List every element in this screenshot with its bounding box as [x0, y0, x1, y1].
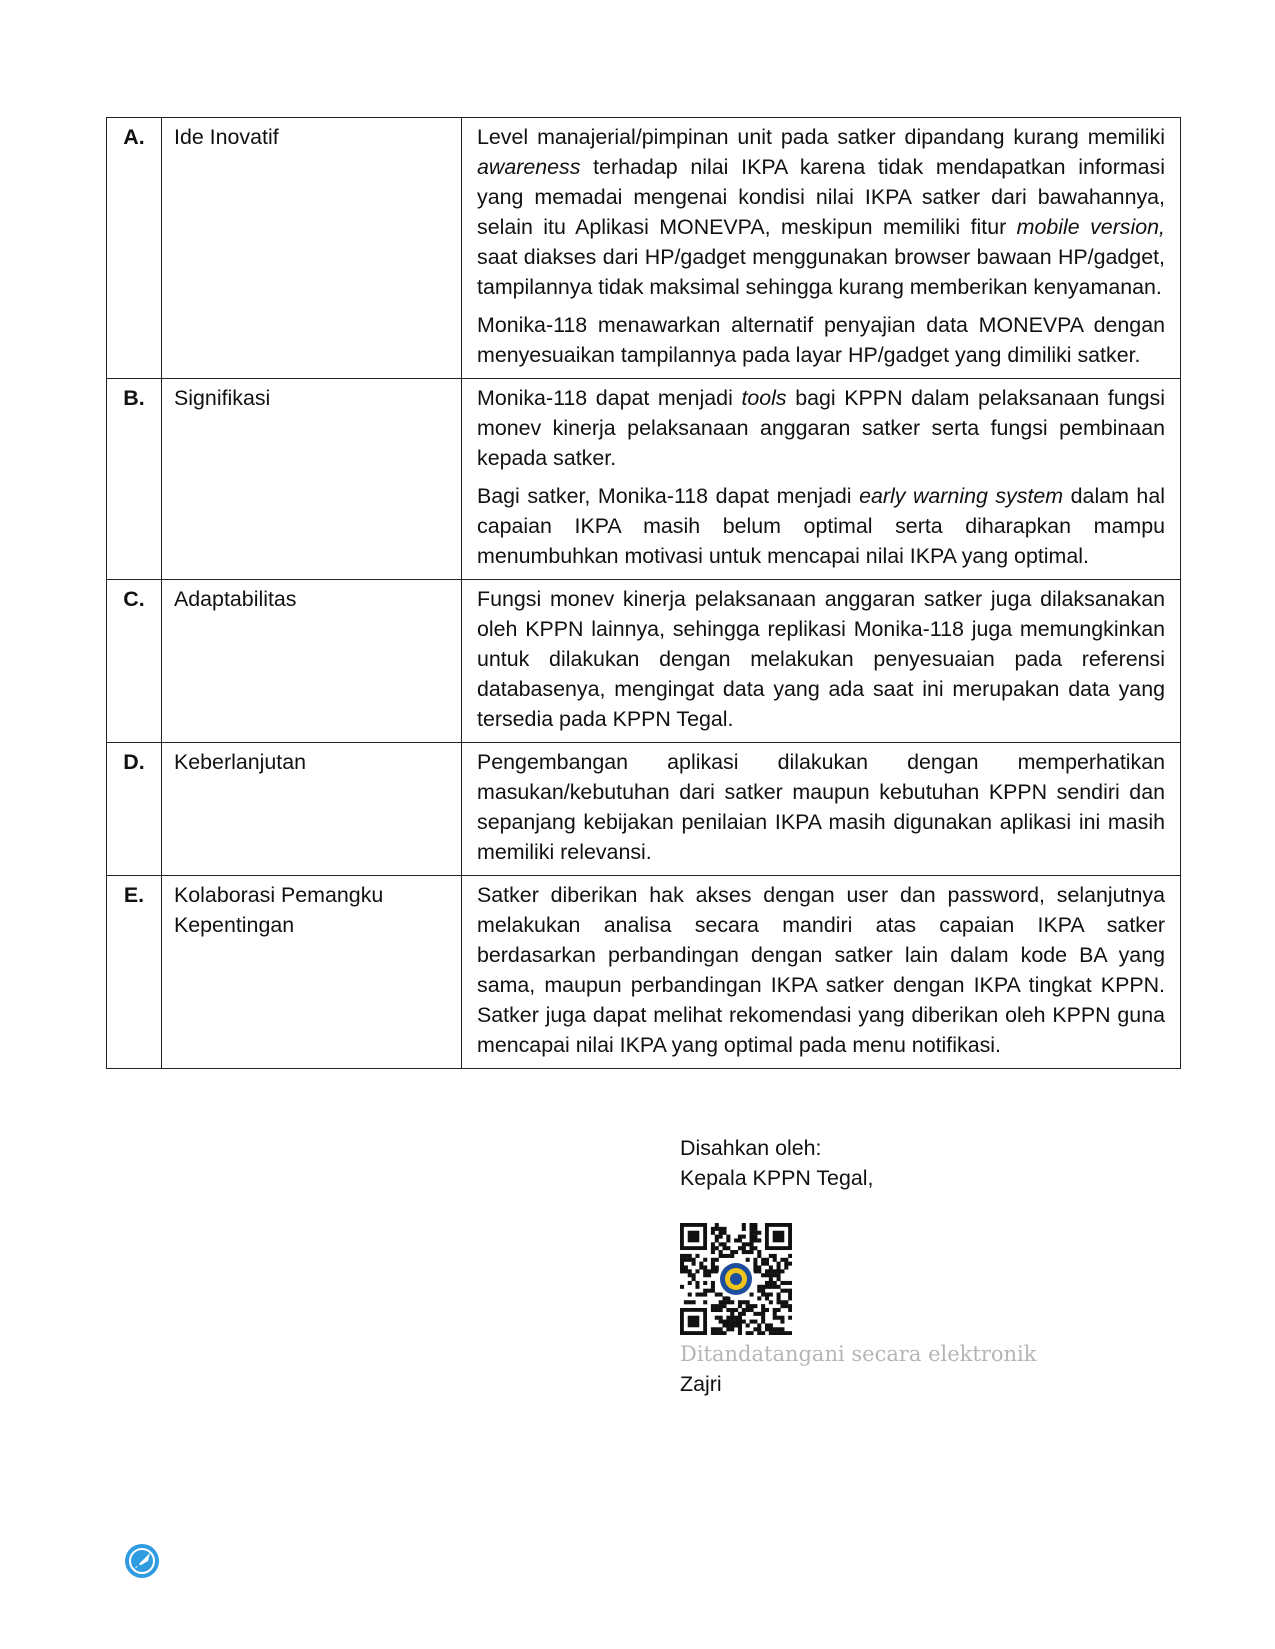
qr-code-icon — [680, 1223, 792, 1335]
text-segment: Monika-118 dapat menjadi — [477, 386, 742, 410]
text-segment: Pengembangan aplikasi dilakukan dengan memperhatikan masukan/kebutuhan dari satker maupun kebutuhan KPPN sendiri dan sepanjang kebijakan penilaian IKPA masih digunakan aplikasi ini masih memiliki relevansi. — [477, 750, 1165, 864]
row-letter: A. — [107, 118, 162, 379]
criterion-label: Adaptabilitas — [162, 580, 462, 743]
row-letter: E. — [107, 876, 162, 1069]
text-segment: Monika-118 menawarkan alternatif penyajian data MONEVPA dengan menyesuaikan tampilannya pada layar HP/gadget yang dimiliki satker. — [477, 313, 1165, 367]
description-paragraph — [477, 481, 1165, 571]
text-segment: saat diakses dari HP/gadget menggunakan browser bawaan HP/gadget, tampilannya tidak maksimal sehingga kurang memberikan kenyamanan. — [477, 245, 1165, 299]
criterion-label: Ide Inovatif — [162, 118, 462, 379]
criterion-description — [462, 379, 1181, 580]
row-letter: C. — [107, 580, 162, 743]
table-row — [107, 379, 1181, 580]
description-paragraph — [477, 122, 1165, 302]
text-segment: Fungsi monev kinerja pelaksanaan anggaran satker juga dilaksanakan oleh KPPN lainnya, sehingga replikasi Monika-118 juga memungkinkan untuk dilakukan dengan melakukan penyesuaian pada referensi databasenya, mengingat data yang ada saat ini merupakan data yang tersedia pada KPPN Tegal. — [477, 587, 1165, 731]
criterion-description — [462, 743, 1181, 876]
description-paragraph — [477, 310, 1165, 370]
row-letter: D. — [107, 743, 162, 876]
text-segment: Bagi satker, Monika-118 dapat menjadi — [477, 484, 860, 508]
italic-term: mobile version, — [1016, 215, 1165, 239]
criterion-description — [462, 876, 1181, 1069]
italic-term: early warning system — [859, 484, 1064, 508]
signer-position: Kepala KPPN Tegal, — [680, 1166, 874, 1190]
criterion-label: Kolaborasi Pemangku Kepentingan — [162, 876, 462, 1069]
text-segment: Level manajerial/pimpinan unit pada satker dipandang kurang memiliki — [477, 125, 1165, 149]
text-segment: terhadap nilai IKPA karena tidak mendapatkan informasi yang memadai mengenai kondisi nilai IKPA satker dari bawahannya, selain itu Aplikasi MONEVPA, meskipun memiliki fitur — [477, 155, 1165, 239]
row-letter: B. — [107, 379, 162, 580]
description-paragraph — [477, 747, 1165, 867]
text-segment: dalam hal capaian IKPA masih belum optimal serta diharapkan mampu menumbuhkan motivasi untuk mencapai nilai IKPA yang optimal. — [477, 484, 1165, 568]
table-row — [107, 876, 1181, 1069]
criterion-description — [462, 580, 1181, 743]
description-paragraph — [477, 584, 1165, 734]
criteria-table-body — [107, 118, 1181, 1069]
text-segment: Satker diberikan hak akses dengan user dan password, selanjutnya melakukan analisa secara mandiri atas capaian IKPA satker berdasarkan perbandingan dengan satker lain dalam kode BA yang sama, maupun perbandingan IKPA satker dengan IKPA tingkat KPPN. Satker juga dapat melihat rekomendasi yang diberikan oleh KPPN guna mencapai nilai IKPA yang optimal pada menu notifikasi. — [477, 883, 1165, 1057]
table-row — [107, 118, 1181, 379]
italic-term: awareness — [477, 155, 581, 179]
approved-by-label: Disahkan oleh: — [680, 1136, 822, 1160]
text-segment: bagi KPPN dalam pelaksanaan fungsi monev kinerja pelaksanaan anggaran satker serta fungsi pembinaan kepada satker. — [477, 386, 1165, 470]
electronic-signature-note: Ditandatangani secara elektronik — [680, 1342, 1037, 1366]
criterion-description — [462, 118, 1181, 379]
criterion-label: Keberlanjutan — [162, 743, 462, 876]
signer-name: Zajri — [680, 1372, 722, 1396]
criterion-label: Signifikasi — [162, 379, 462, 580]
description-paragraph — [477, 880, 1165, 1060]
table-row — [107, 743, 1181, 876]
signature-block — [680, 1133, 1160, 1399]
table-row — [107, 580, 1181, 743]
criteria-table — [106, 117, 1181, 1069]
blue-circle-logo-icon — [124, 1543, 160, 1579]
description-paragraph — [477, 383, 1165, 473]
italic-term: tools — [741, 386, 787, 410]
